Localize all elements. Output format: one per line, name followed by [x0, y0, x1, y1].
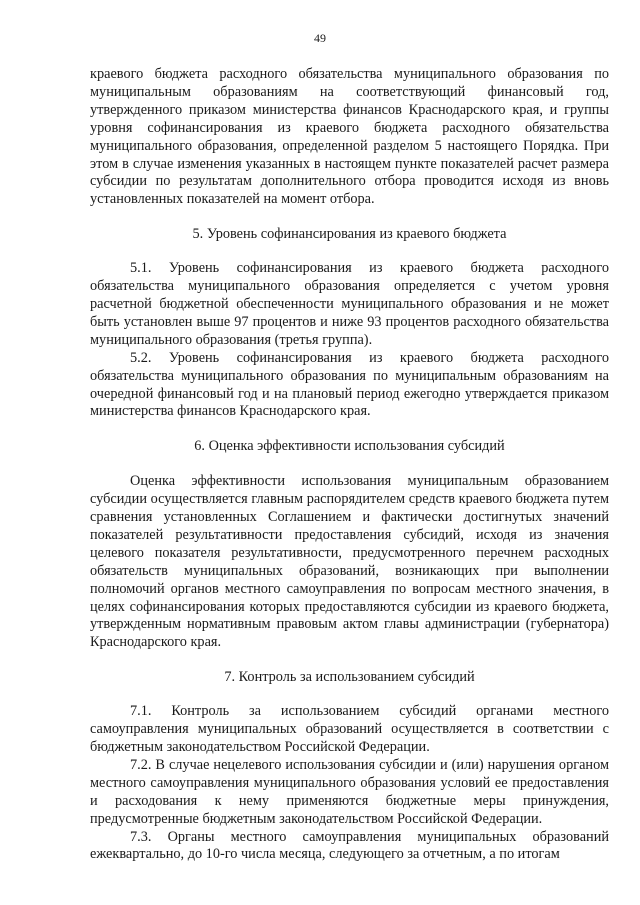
paragraph-7-2: 7.2. В случае нецелевого использования субсидии и (или) нарушения органом местного самоуправления муниципального образования условий ее предоставления и расходования к нему применяются бюджетные меры принуждения, предусмотренные бюджетным законодательством Российской Федерации.	[90, 756, 609, 827]
paragraph-7-1: 7.1. Контроль за использованием субсидий органами местного самоуправления муниципальных образований осуществляется в соответствии с бюджетным законодательством Российской Федерации.	[90, 703, 609, 755]
paragraph-5-2: 5.2. Уровень софинансирования из краевого бюджета расходного обязательства муниципального образования по муниципальным образованиям на очередной финансовый год и на плановый период ежегодно утверждается приказом министерства финансов Краснодарского края.	[90, 349, 609, 420]
paragraph-7-3: 7.3. Органы местного самоуправления муниципальных образований ежеквартально, до 10-го числа месяца, следующего за отчетным, а по итогам	[90, 828, 609, 863]
intro-paragraph: краевого бюджета расходного обязательства муниципального образования по муниципальным образованиям на соответствующий финансовый год, утвержденного приказом министерства финансов Краснодарского края, и группы уровня софинансирования из краевого бюджета расходного обязательства муниципального образования, определенной разделом 5 настоящего Порядка. При этом в случае изменения указанных в настоящем пункте показателей расчет размера субсидии по результатам дополнительного отбора проводится исходя из вновь установленных показателей на момент отбора.	[90, 66, 609, 208]
paragraph-6-1: Оценка эффективности использования муниципальным образованием субсидии осуществляется главным распорядителем средств краевого бюджета путем сравнения установленных Соглашением и фактически достигнутых значений показателей результативности предоставления субсидий, исходя из значения целевого показателя результативности, предусмотренного перечнем расходных обязательств муниципальных образований, возникающих при выполнении полномочий органов местного самоуправления по вопросам местного значения, в целях софинансирования которых предоставляются субсидии из краевого бюджета, утвержденным нормативным правовым актом главы администрации (губернатора) Краснодарского края.	[90, 473, 609, 651]
section-6-heading: 6. Оценка эффективности использования субсидий	[194, 438, 505, 455]
section-7-heading: 7. Контроль за использованием субсидий	[224, 669, 475, 686]
section-5-heading: 5. Уровень софинансирования из краевого бюджета	[192, 226, 507, 243]
page-number: 49	[314, 31, 326, 45]
paragraph-5-1: 5.1. Уровень софинансирования из краевого бюджета расходного обязательства муниципального образования определяется с учетом уровня расчетной бюджетной обеспеченности муниципального образования и не может быть установлен выше 97 процентов и ниже 93 процентов расходного обязательства муниципального образования (третья группа).	[90, 260, 609, 348]
document-body	[90, 66, 609, 864]
